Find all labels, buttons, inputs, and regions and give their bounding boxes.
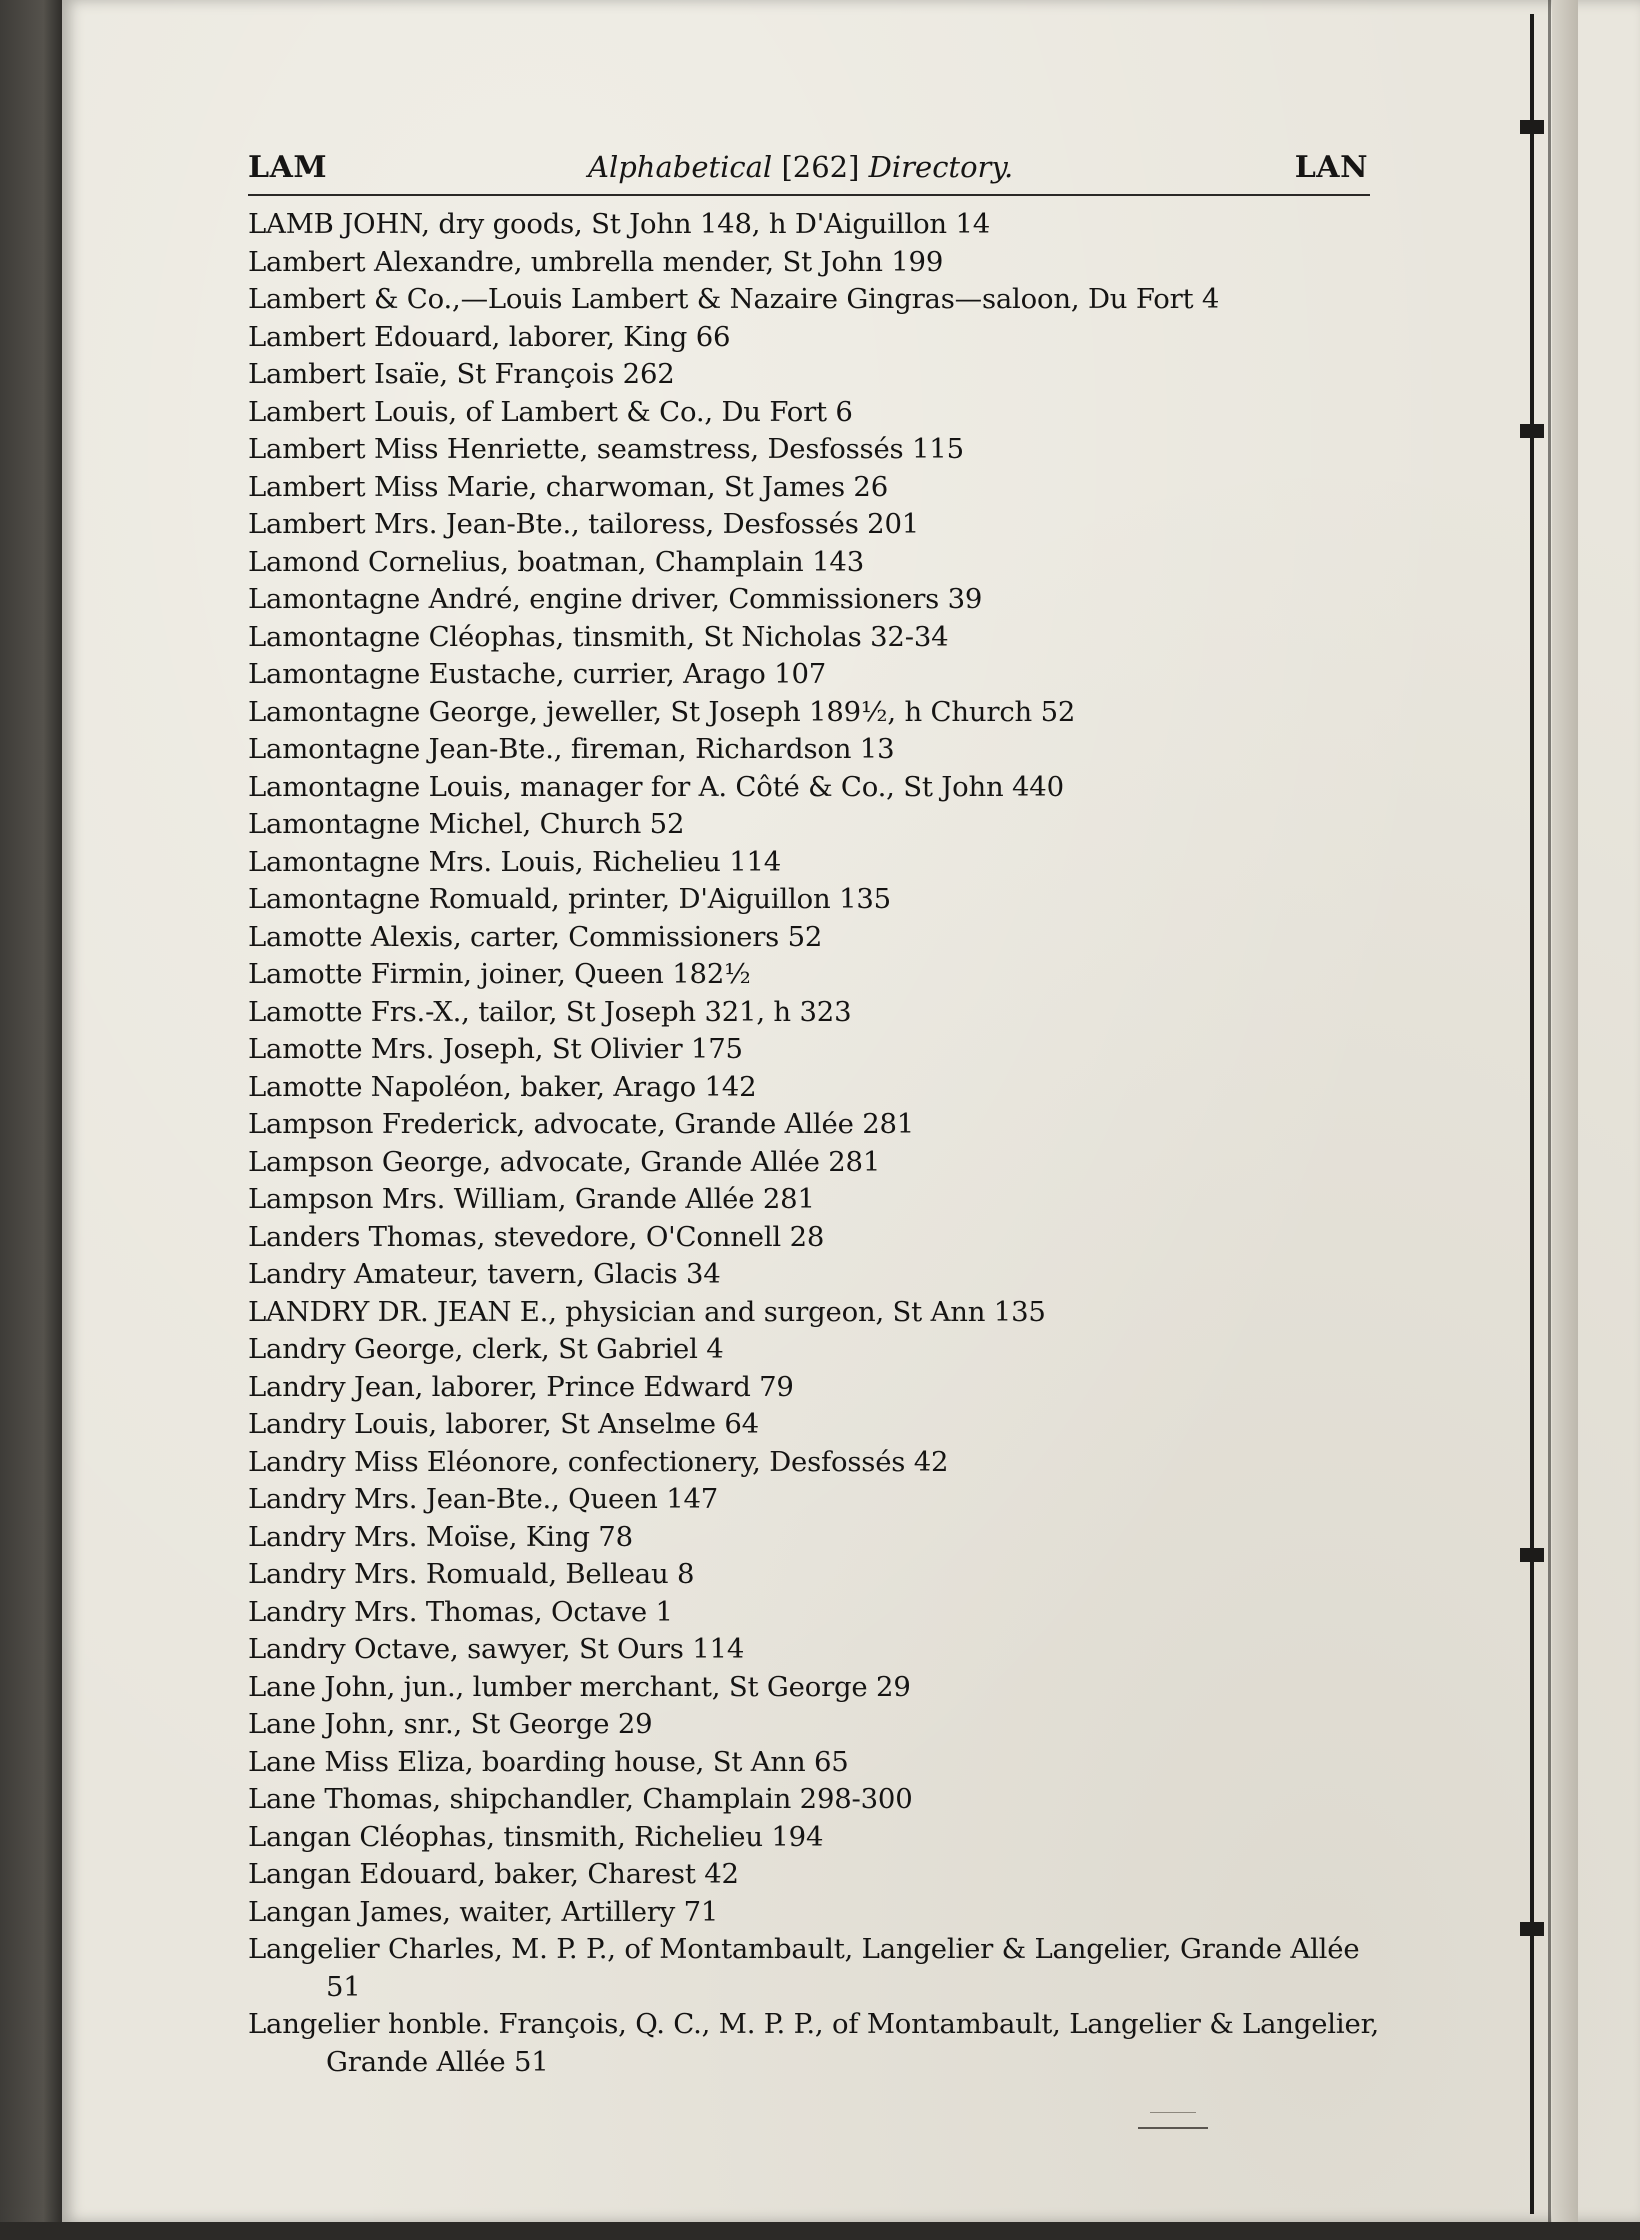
list-item: Lamontagne George, jeweller, St Joseph 189½, h Church 52: [248, 695, 1076, 728]
header-right-guide: LAN: [1294, 150, 1368, 185]
header-left-guide: LAM: [248, 150, 328, 185]
list-item: Lambert Miss Marie, charwoman, St James 26: [248, 470, 888, 503]
list-item: Lamotte Napoléon, baker, Arago 142: [248, 1070, 757, 1103]
end-rule: [1138, 2127, 1208, 2129]
header-title-a: Alphabetical: [588, 150, 773, 184]
list-item: Lamontagne Cléophas, tinsmith, St Nicholas 32-34: [248, 620, 949, 653]
running-header: [248, 150, 1368, 190]
list-item: Lampson George, advocate, Grande Allée 281: [248, 1145, 881, 1178]
adjacent-page-strip: [1552, 0, 1578, 2222]
list-item: Landry Mrs. Romuald, Belleau 8: [248, 1558, 695, 1590]
binding-stitch: [1520, 1922, 1544, 1936]
binding-stitch: [1520, 1548, 1544, 1562]
list-item: Lambert Alexandre, umbrella mender, St John 199: [248, 245, 944, 278]
book-spine-edge: [0, 0, 62, 2240]
list-item: Landry Mrs. Jean-Bte., Queen 147: [248, 1483, 719, 1515]
gutter-shadow: [1548, 0, 1551, 2222]
list-item: Lamontagne André, engine driver, Commissioners 39: [248, 583, 983, 615]
list-item: Landry Mrs. Thomas, Octave 1: [248, 1595, 673, 1628]
list-item: Lane Miss Eliza, boarding house, St Ann 65: [248, 1745, 849, 1778]
list-item: Landry Miss Eléonore, confectionery, Desfossés 42: [248, 1445, 949, 1478]
bottom-edge: [0, 2222, 1640, 2240]
page-number: [262]: [781, 150, 860, 184]
list-item: Lamontagne Romuald, printer, D'Aiguillon 135: [248, 883, 891, 915]
list-item: Lambert Louis, of Lambert & Co., Du Fort 6: [248, 395, 853, 428]
list-item: Lambert Edouard, laborer, King 66: [248, 320, 731, 353]
list-item: Lamontagne Louis, manager for A. Côté & Co., St John 440: [248, 770, 1064, 803]
list-item: Langan Cléophas, tinsmith, Richelieu 194: [248, 1820, 824, 1853]
list-item: Lane John, snr., St George 29: [248, 1708, 653, 1740]
list-item: Lamontagne Mrs. Louis, Richelieu 114: [248, 845, 782, 878]
list-item: Landry Octave, sawyer, St Ours 114: [248, 1633, 745, 1665]
binding-stitch: [1520, 424, 1544, 438]
list-item: Lamond Cornelius, boatman, Champlain 143: [248, 545, 865, 578]
list-item: Landers Thomas, stevedore, O'Connell 28: [248, 1220, 825, 1253]
list-item: Lane Thomas, shipchandler, Champlain 298-300: [248, 1783, 913, 1815]
list-item: Lambert & Co.,—Louis Lambert & Nazaire Gingras—saloon, Du Fort 4: [248, 283, 1220, 315]
list-item: Langelier Charles, M. P. P., of Montambault, Langelier & Langelier, Grande Allée 51: [248, 1933, 1360, 2003]
list-item: Landry Louis, laborer, St Anselme 64: [248, 1408, 759, 1440]
list-item: LANDRY DR. JEAN E., physician and surgeon, St Ann 135: [248, 1295, 1046, 1328]
header-rule: [248, 194, 1370, 196]
list-item: Lamotte Mrs. Joseph, St Olivier 175: [248, 1033, 743, 1065]
header-title: [588, 150, 1013, 184]
list-item: Lambert Isaïe, St François 262: [248, 358, 675, 390]
header-title-b: Directory.: [868, 150, 1014, 184]
list-item: Lane John, jun., lumber merchant, St George 29: [248, 1670, 911, 1703]
list-item: Lampson Frederick, advocate, Grande Allée 281: [248, 1108, 915, 1140]
list-item: Lamotte Alexis, carter, Commissioners 52: [248, 920, 823, 953]
list-item: Lamontagne Michel, Church 52: [248, 808, 685, 840]
list-item: Langelier honble. François, Q. C., M. P. P., of Montambault, Langelier & Langelier, Grande Allée 51: [248, 2008, 1380, 2078]
list-item: Lambert Miss Henriette, seamstress, Desfossés 115: [248, 433, 964, 465]
end-rule-faint: [1150, 2112, 1196, 2113]
list-item: Landry George, clerk, St Gabriel 4: [248, 1333, 724, 1365]
list-item: Langan Edouard, baker, Charest 42: [248, 1858, 739, 1890]
list-item: Lamontagne Eustache, currier, Arago 107: [248, 658, 827, 690]
directory-entries: [248, 206, 1388, 2081]
list-item: Lampson Mrs. William, Grande Allée 281: [248, 1183, 815, 1215]
binding-stitch: [1520, 120, 1544, 134]
list-item: LAMB JOHN, dry goods, St John 148, h D'Aiguillon 14: [248, 208, 991, 240]
gutter-line: [1530, 14, 1534, 2214]
list-item: Lamotte Frs.-X., tailor, St Joseph 321, h 323: [248, 995, 852, 1028]
list-item: Lambert Mrs. Jean-Bte., tailoress, Desfossés 201: [248, 508, 920, 540]
list-item: Langan James, waiter, Artillery 71: [248, 1895, 719, 1928]
list-item: Lamontagne Jean-Bte., fireman, Richardson 13: [248, 733, 895, 765]
list-item: Landry Jean, laborer, Prince Edward 79: [248, 1370, 794, 1403]
list-item: Lamotte Firmin, joiner, Queen 182½: [248, 958, 751, 990]
list-item: Landry Amateur, tavern, Glacis 34: [248, 1258, 721, 1290]
list-item: Landry Mrs. Moïse, King 78: [248, 1520, 633, 1553]
